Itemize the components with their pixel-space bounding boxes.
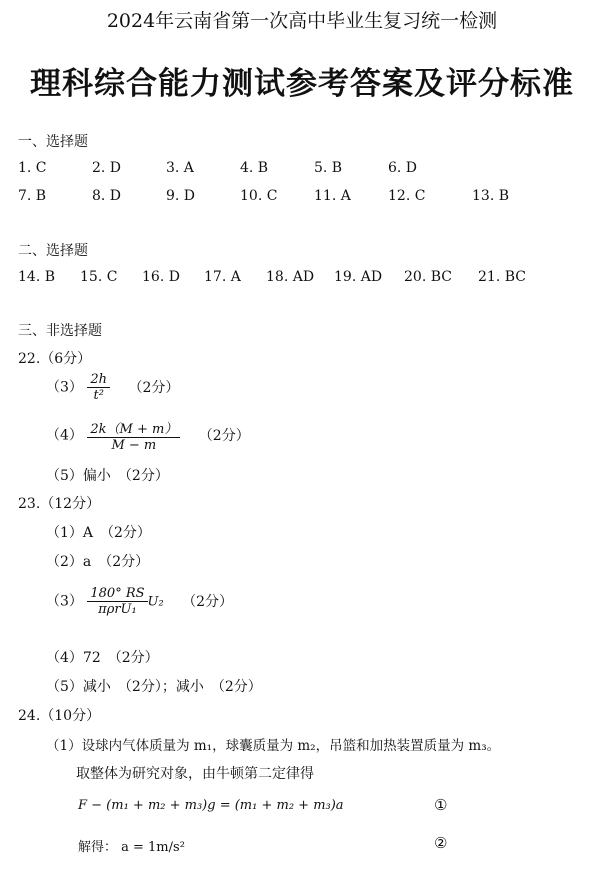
question-24-label: 24.（10分）: [18, 708, 101, 724]
answer-item: 8. D: [92, 188, 122, 204]
answer-item: 18. AD: [266, 269, 315, 285]
fraction: [87, 372, 110, 403]
math-tail: U₂: [147, 594, 164, 610]
numerator: 2h: [87, 372, 110, 388]
answer-item: 15. C: [80, 269, 118, 285]
equation-2: 解得： a = 1m/s²: [78, 840, 185, 855]
question-23-label: 23.（12分）: [18, 496, 101, 512]
numerator: 2k（M + m）: [87, 418, 180, 438]
part-label: （4）: [46, 427, 83, 444]
equation-marker: ①: [434, 796, 448, 814]
denominator: M − m: [111, 438, 157, 453]
answer-item: 21. BC: [478, 269, 526, 285]
q22-part5: （5）偏小 （2分）: [46, 468, 169, 484]
answer-item: 20. BC: [404, 269, 452, 285]
answer-item: 7. B: [18, 188, 47, 204]
answer-item: 9. D: [166, 188, 196, 204]
denominator: t²: [93, 388, 104, 403]
answer-item: 11. A: [314, 188, 351, 204]
score: （2分）: [198, 427, 250, 444]
numerator: 180° RS: [87, 586, 147, 602]
q23-part1: （1）A （2分）: [46, 525, 151, 541]
answer-item: 16. D: [142, 269, 180, 285]
denominator: πρrU₁: [98, 602, 137, 617]
answer-item: 10. C: [240, 188, 278, 204]
answer-item: 3. A: [166, 160, 194, 176]
exam-subtitle: 2024年云南省第一次高中毕业生复习统一检测: [106, 10, 498, 32]
q24-part1-line1: （1）设球内气体质量为 m₁，球囊质量为 m₂，吊篮和加热装置质量为 m₃。: [46, 738, 501, 754]
score: （2分）: [182, 593, 234, 610]
answer-item: 17. A: [204, 269, 241, 285]
part-label: （3）: [46, 379, 83, 396]
equation-1: F − (m₁ + m₂ + m₃)g = (m₁ + m₂ + m₃)a: [78, 798, 344, 813]
q23-part3: [46, 586, 233, 617]
answer-item: 14. B: [18, 269, 56, 285]
fraction: [87, 586, 147, 617]
q23-part4: （4）72 （2分）: [46, 650, 159, 666]
section-heading-multi-choice: 二、选择题: [18, 243, 88, 259]
q22-part4: [46, 418, 250, 453]
answer-item: 2. D: [92, 160, 122, 176]
part-label: （3）: [46, 593, 83, 610]
document-title: 理科综合能力测试参考答案及评分标准: [30, 66, 574, 102]
answer-item: 19. AD: [334, 269, 383, 285]
section-heading-non-choice: 三、非选择题: [18, 323, 102, 339]
answer-item: 13. B: [472, 188, 510, 204]
score: （2分）: [128, 379, 180, 396]
answer-item: 1. C: [18, 160, 47, 176]
q22-part3: [46, 372, 179, 403]
answer-item: 12. C: [388, 188, 426, 204]
q23-part2: （2）a （2分）: [46, 554, 150, 570]
equation-marker: ②: [434, 834, 448, 852]
question-22-label: 22.（6分）: [18, 351, 92, 367]
fraction: [87, 418, 180, 453]
q24-part1-line2: 取整体为研究对象，由牛顿第二定律得: [76, 766, 314, 782]
answer-item: 5. B: [314, 160, 343, 176]
answer-item: 6. D: [388, 160, 418, 176]
section-heading-choice: 一、选择题: [18, 134, 88, 150]
answer-item: 4. B: [240, 160, 269, 176]
q23-part5: （5）减小 （2分）；减小 （2分）: [46, 679, 262, 695]
